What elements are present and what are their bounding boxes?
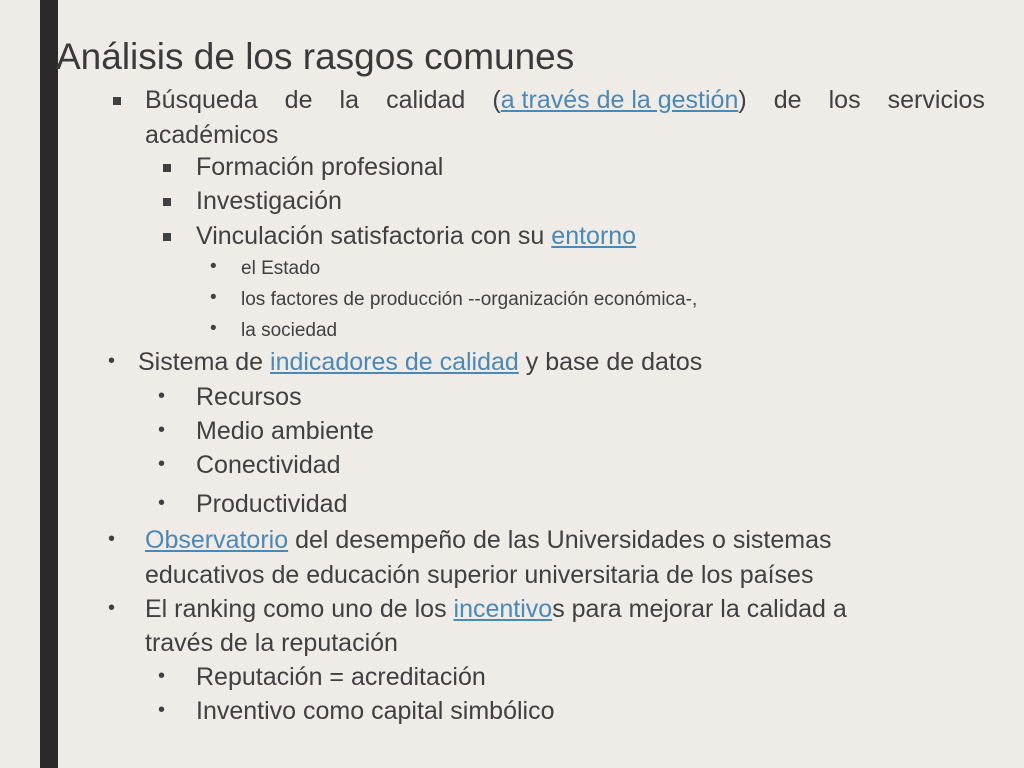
sub-item-reputacion: Reputación = acreditación (196, 663, 486, 691)
subsub-item-estado: el Estado (241, 258, 321, 279)
entorno-link[interactable]: entorno (551, 222, 637, 250)
bullet-4-line-2: través de la reputación (145, 629, 398, 657)
sub-item-vinculacion: Vinculación satisfactoria con su entorno (196, 222, 637, 250)
accent-bar (40, 0, 58, 768)
bullet-1-line-2: académicos (145, 121, 279, 149)
subsub-item-factores: los factores de producción --organización económica-, (241, 289, 698, 310)
bullet-3-line-1: Observatorio del desempeño de las Universidades o sistemas (145, 526, 832, 554)
indicadores-link[interactable]: indicadores de calidad (270, 348, 519, 376)
square-bullet-icon (163, 198, 171, 206)
sub-item-recursos: Recursos (196, 383, 302, 411)
square-bullet-icon (113, 97, 121, 105)
bullet-icon: • (158, 453, 166, 475)
bullet-icon: • (210, 256, 217, 277)
gestion-group: ( a través de la gestión ) (492, 86, 747, 114)
word: servicios (887, 86, 985, 114)
bullet-icon: • (158, 665, 166, 687)
bullet-icon: • (108, 350, 116, 372)
word: calidad (386, 86, 466, 114)
bullet-icon: • (210, 318, 217, 339)
bullet-icon: • (108, 528, 116, 550)
bullet-icon: • (158, 492, 166, 514)
bullet-icon: • (158, 419, 166, 441)
square-bullet-icon (163, 233, 171, 241)
square-bullet-icon (163, 164, 171, 172)
word: la (339, 86, 360, 114)
incentivo-link[interactable]: incentivo (453, 595, 553, 623)
sub-item-medio-ambiente: Medio ambiente (196, 417, 374, 445)
subsub-item-sociedad: la sociedad (241, 320, 338, 341)
bullet-icon: • (108, 597, 116, 619)
observatorio-link[interactable]: Observatorio (145, 526, 289, 554)
bullet-icon: • (158, 699, 166, 721)
bullet-4-line-1: El ranking como uno de los incentivos para mejorar la calidad a (145, 595, 847, 623)
word: de (284, 86, 313, 114)
sub-item-formacion: Formación profesional (196, 153, 444, 181)
bullet-icon: • (158, 385, 166, 407)
word: los (828, 86, 861, 114)
bullet-icon: • (210, 287, 217, 308)
bullet-2-line-1: Sistema de indicadores de calidad y base de datos (138, 348, 703, 376)
slide-title: Análisis de los rasgos comunes (56, 36, 575, 77)
sub-item-inventivo: Inventivo como capital simbólico (196, 697, 555, 725)
gestion-link[interactable]: a través de la gestión (500, 86, 739, 114)
sub-item-productividad: Productividad (196, 490, 348, 518)
sub-item-conectividad: Conectividad (196, 451, 341, 479)
word: de (773, 86, 802, 114)
word: Búsqueda (145, 86, 258, 114)
bullet-1-line-1 (145, 86, 985, 115)
sub-item-investigacion: Investigación (196, 187, 342, 215)
bullet-3-line-2: educativos de educación superior universitaria de los países (145, 561, 814, 589)
